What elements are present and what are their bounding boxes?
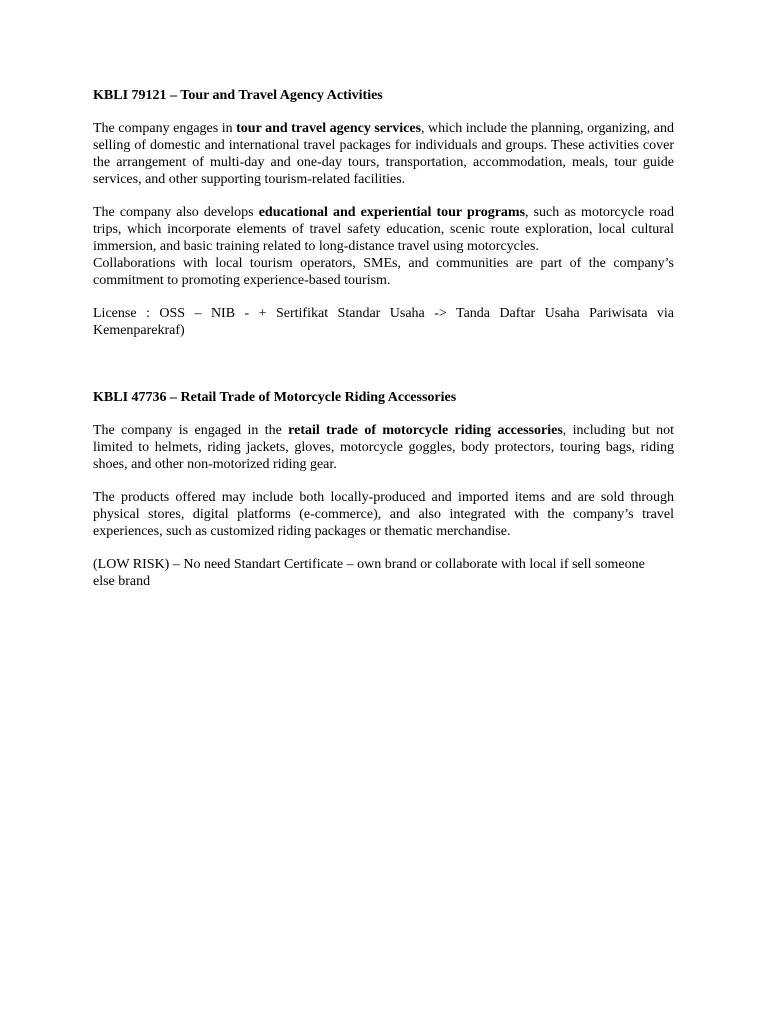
- text-run: , such as motorcycle road trips, which incorporate elements of travel safety education, scenic route exploration, local cultural immersion, and basic training related to long-distance travel using motorcycles.: [93, 205, 674, 254]
- paragraph-low-risk-note: (LOW RISK) – No need Standart Certificate – own brand or collaborate with local if sell someone else brand: [93, 557, 645, 589]
- bold-text-run: tour and travel agency services: [236, 121, 422, 136]
- paragraph-products-offered: The products offered may include both locally-produced and imported items and are sold through physical stores, digital platforms (e-commerce), and also integrated with the company’s travel experiences, such as customized riding packages or thematic merchandise.: [93, 490, 674, 539]
- text-run: The company also develops: [93, 205, 259, 220]
- paragraph-retail-trade: [93, 422, 674, 473]
- bold-text-run: retail trade of motorcycle riding accessories: [288, 423, 563, 438]
- text-run: The company engages in: [93, 121, 237, 136]
- text-run: The company is engaged in the: [93, 423, 289, 438]
- paragraph-tour-services: [93, 120, 674, 188]
- section-heading-kbli-47736: KBLI 47736 – Retail Trade of Motorcycle Riding Accessories: [93, 390, 457, 405]
- text-run: , including but not limited to helmets, riding jackets, gloves, motorcycle goggles, body protectors, touring bags, riding shoes, and other non-motorized riding gear.: [93, 423, 674, 472]
- section-heading-kbli-79121: KBLI 79121 – Tour and Travel Agency Activities: [93, 88, 383, 103]
- paragraph-license: License : OSS – NIB - + Sertifikat Standar Usaha -> Tanda Daftar Usaha Pariwisata via Kemenparekraf): [93, 306, 674, 338]
- paragraph-collaborations: Collaborations with local tourism operators, SMEs, and communities are part of the company’s commitment to promoting experience-based tourism.: [93, 256, 674, 288]
- bold-text-run: educational and experiential tour programs: [258, 205, 526, 220]
- text-run: , which include the planning, organizing, and selling of domestic and international travel packages for individuals and groups. These activities cover the arrangement of multi-day and one-day tours, transportation, accommodation, meals, tour guide services, and other supporting tourism-related facilities.: [93, 121, 674, 187]
- paragraph-educational-programs: [93, 204, 674, 255]
- document-page: [93, 87, 674, 590]
